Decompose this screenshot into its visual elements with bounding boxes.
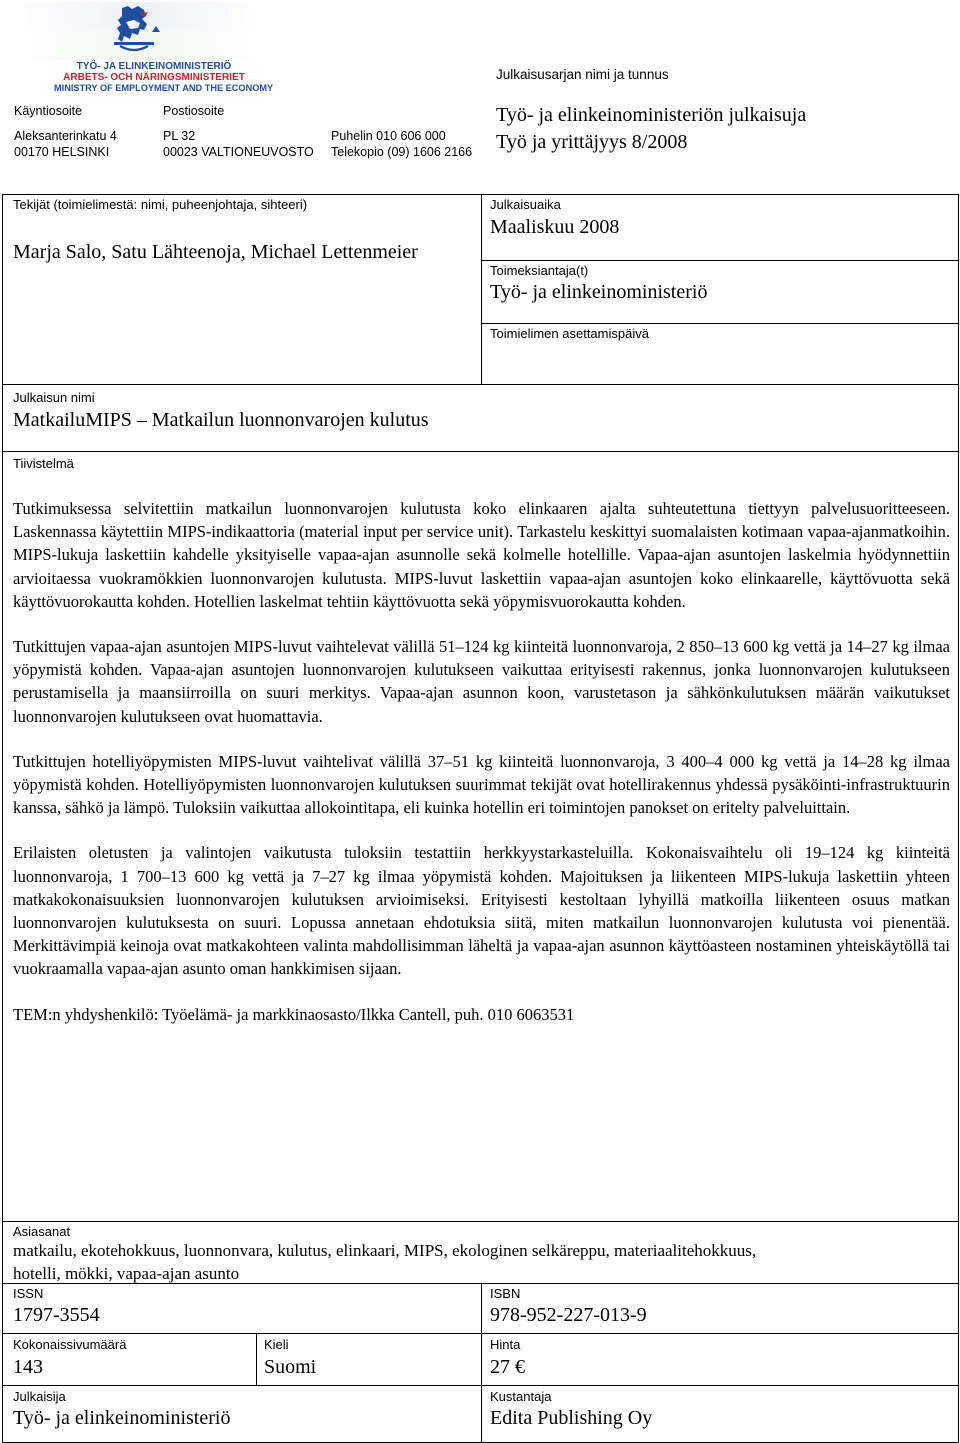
visiting-address-line1: Aleksanterinkatu 4 xyxy=(14,129,117,143)
series-label: Julkaisusarjan nimi ja tunnus xyxy=(496,67,669,82)
date-value: Maaliskuu 2008 xyxy=(490,216,620,238)
price-value: 27 € xyxy=(490,1356,525,1378)
abstract-paragraph: Tutkimuksessa selvitettiin matkailun luonnonvarojen kulutusta koko elinkaaren ajalta suhteutettuna tiettyyn palvelusuoritteeseen. Laskennassa käytettiin MIPS-indikaattoria (material input per service unit). Tarkastelu keskittyi suomalaisten kotimaan vapaa-ajanmatkoihin. MIPS-lukuja laskettiin kahdelle yksityiselle vapaa-ajan asunnolle sekä kolmelle hotellille. Vapaa-ajan asuntojen laskelmia hyödynnettiin arvioitaessa vuokramökkien luonnonvarojen kulutusta. MIPS-luvut laskettiin vapaa-ajan asuntojen koko elinkaarelle, käyttövuotta sekä käyttövuorokautta kohden. Hotellien laskelmat tehtiin käyttövuotta sekä yöpymisvuorokautta kohden. xyxy=(13,499,950,611)
keywords-line2: hotelli, mökki, vapaa-ajan asunto xyxy=(13,1264,240,1283)
isbn-label: ISBN xyxy=(490,1286,521,1301)
lion-emblem-icon xyxy=(14,2,264,60)
language-label: Kieli xyxy=(264,1337,289,1352)
keywords-line1: matkailu, ekotehokkuus, luonnonvara, kulutus, elinkaari, MIPS, ekologinen selkäreppu, materiaalitehokkuus, xyxy=(13,1241,757,1260)
abstract-body xyxy=(13,497,950,1026)
abstract-paragraph: Erilaisten oletusten ja valintojen vaikutusta tuloksiin testattiin herkkyystarkasteluilla. Kokonaisvaihtelu oli 19–124 kg kiinteitä luonnonvaroja, 1 700–13 600 kg vettä ja 7–27 kg ilmaa yöpymistä kohden. Majoituksen ja liikenteen MIPS-lukuja laskettiin yhteen matkakokonaisuuksien luonnonvarojen kulutuksen arvioimiseksi. Erityisesti kestoltaan lyhyillä matkoilla liikenteen osuus matkan luonnonvarojen kulutuksesta on suuri. Lopussa annetaan ehdotuksia siitä, miten matkailun luonnonvarojen kulutusta voi pienentää. Merkittävimpiä keinoja ovat matkakohteen valinta mahdollisimman läheltä ja vapaa-ajan asunnon käyttöasteen nostaminen yhteiskäytöllä tai vuokraamalla vapaa-ajan asunto oman hankkimisen sijaan. xyxy=(13,843,950,979)
keywords-label: Asiasanat xyxy=(13,1224,71,1239)
isbn-value: 978-952-227-013-9 xyxy=(490,1304,647,1326)
series-title: Työ- ja elinkeinoministeriön julkaisuja xyxy=(496,104,807,126)
date-label: Julkaisuaika xyxy=(490,197,561,212)
ministry-logo xyxy=(14,2,274,94)
postal-address-line1: PL 32 xyxy=(163,129,196,143)
abstract-paragraph: Tutkittujen vapaa-ajan asuntojen MIPS-luvut vaihtelevat välillä 51–124 kg kiinteitä luonnonvaroja, 2 850–13 600 kg vettä ja 14–27 kg ilmaa yöpymistä kohden. Vapaa-ajan asuntojen luonnonvarojen kulutukseen vaikuttaa erityisesti rakennus, jonka luonnonvarojen kulutukseen perustamisella ja maansiirroilla on suuri merkitys. Vapaa-ajan asunnon koon, varustetason ja sähkönkulutuksen määrän vaikutukset luonnonvarojen kulutukseen ovat huomattavia. xyxy=(13,637,950,726)
postal-address-label: Postiosoite xyxy=(163,104,225,118)
pages-value: 143 xyxy=(13,1356,43,1378)
authors-value: Marja Salo, Satu Lähteenoja, Michael Lettenmeier xyxy=(13,241,418,263)
distributor-value: Edita Publishing Oy xyxy=(490,1407,653,1429)
authors-label: Tekijät (toimielimestä: nimi, puheenjohtaja, sihteeri) xyxy=(13,197,308,212)
publication-title: MatkailuMIPS – Matkailun luonnonvarojen kulutus xyxy=(13,409,429,431)
abstract-paragraph: Tutkittujen hotelliyöpymisten MIPS-luvut vaihtelivat välillä 37–51 kg kiinteitä luonnonvaroja, 3 400–4 000 kg vettä ja 14–28 kg ilmaa yöpymistä kohden. Hotelliyöpymisten luonnonvarojen kulutuksen suurimmat tekijät ovat hotellirakennus yhdessä pysäköinti-infrastruktuurin kanssa, sähkö ja lämpö. Tuloksiin vaikuttaa allokointitapa, eli kuinka hotellin eri toimintojen panokset on eritelty palveluittain. xyxy=(13,751,950,818)
logo-text-en: MINISTRY OF EMPLOYMENT AND THE ECONOMY xyxy=(54,83,274,93)
body-date-label: Toimielimen asettamispäivä xyxy=(490,326,649,341)
price-label: Hinta xyxy=(490,1337,521,1352)
issn-label: ISSN xyxy=(13,1286,44,1301)
publisher-value: Työ- ja elinkeinoministeriö xyxy=(13,1407,231,1429)
language-value: Suomi xyxy=(264,1356,317,1378)
commissioner-value: Työ- ja elinkeinoministeriö xyxy=(490,281,708,303)
logo-text-fi: TYÖ- JA ELINKEINOMINISTERIÖ xyxy=(76,61,232,72)
pages-label: Kokonaissivumäärä xyxy=(13,1337,127,1352)
abstract-label: Tiivistelmä xyxy=(13,456,74,471)
commissioner-label: Toimeksiantaja(t) xyxy=(490,263,589,278)
fax-number: Telekopio (09) 1606 2166 xyxy=(331,145,473,159)
visiting-address-label: Käyntiosoite xyxy=(14,104,83,118)
issn-value: 1797-3554 xyxy=(13,1304,100,1326)
publisher-label: Julkaisija xyxy=(13,1389,66,1404)
visiting-address-line2: 00170 HELSINKI xyxy=(14,145,110,159)
logo-text-sv: ARBETS- OCH NÄRINGSMINISTERIET xyxy=(63,72,245,83)
contact-person: TEM:n yhdyshenkilö: Työelämä- ja markkinaosasto/Ilkka Cantell, puh. 010 6063531 xyxy=(13,1004,575,1024)
distributor-label: Kustantaja xyxy=(490,1389,552,1404)
title-label: Julkaisun nimi xyxy=(13,390,95,405)
postal-address-line2: 00023 VALTIONEUVOSTO xyxy=(163,145,314,159)
series-number: Työ ja yrittäjyys 8/2008 xyxy=(496,131,688,153)
phone-number: Puhelin 010 606 000 xyxy=(331,129,446,143)
